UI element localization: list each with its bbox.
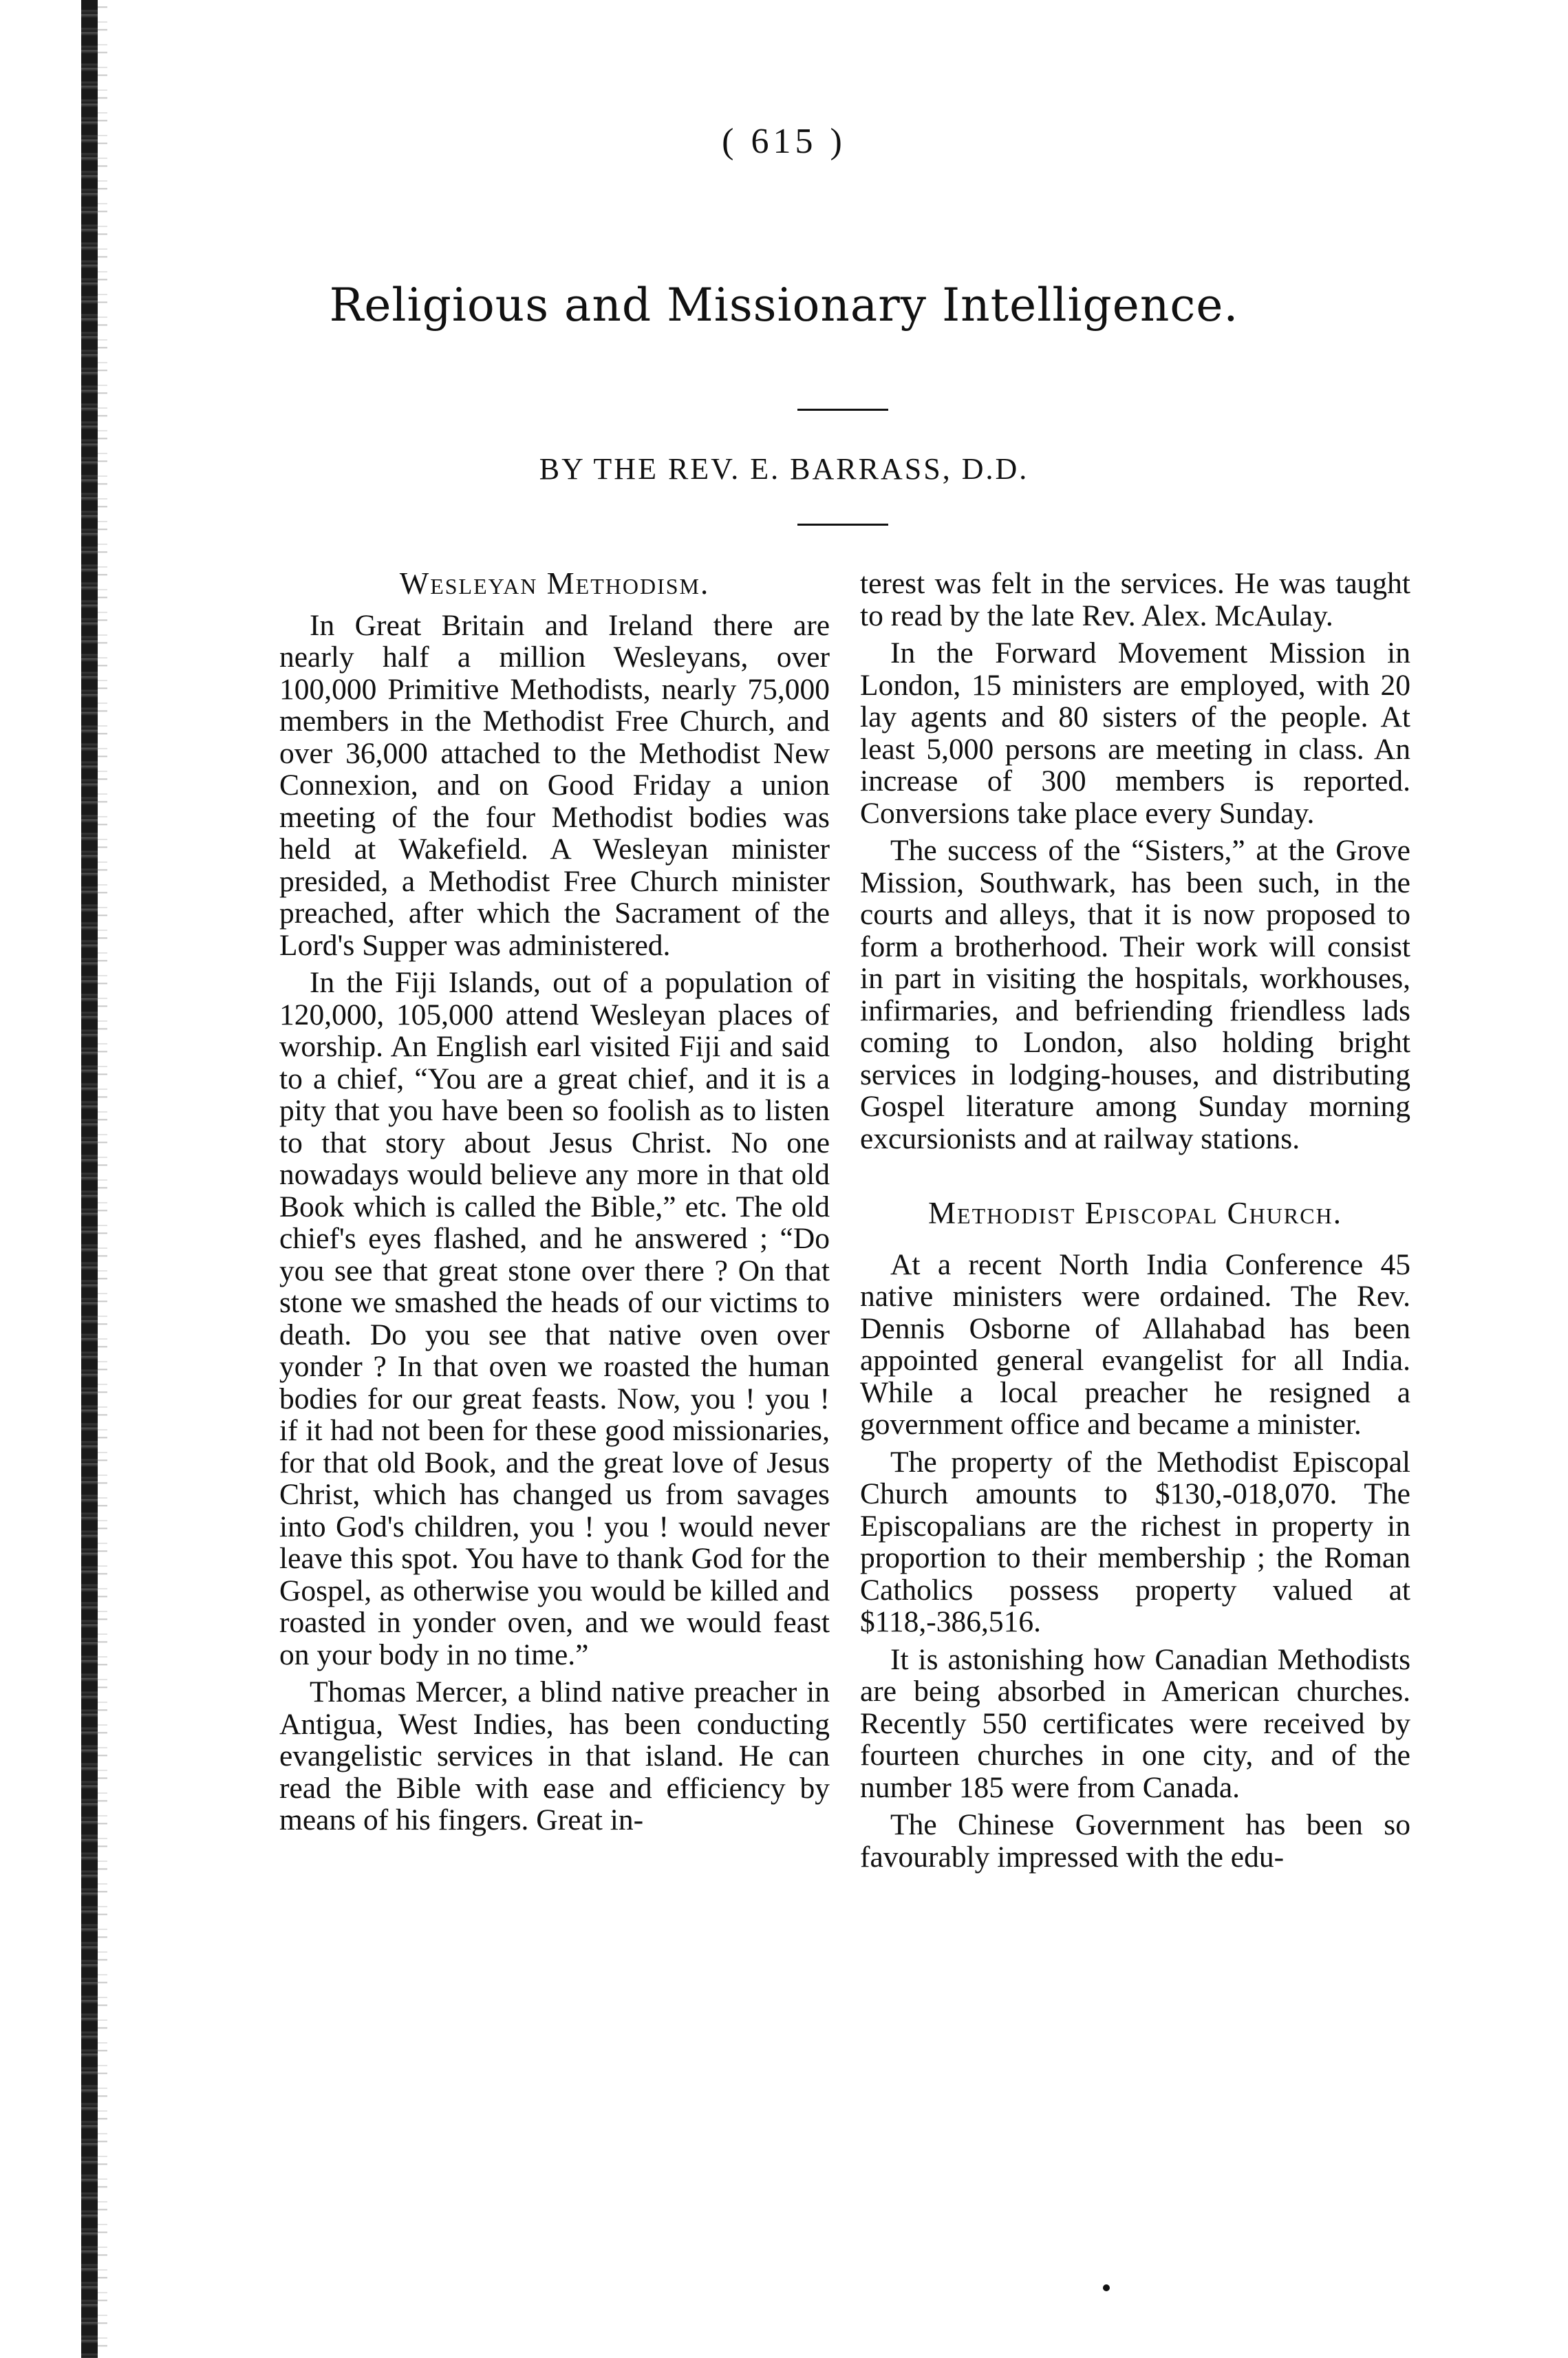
- page-title: Religious and Missionary Intelligence.: [329, 279, 1239, 332]
- title-rule: [797, 409, 888, 411]
- ink-dot: [1103, 2284, 1110, 2291]
- paragraph: The property of the Methodist Episcopal Church amounts to $130,-018,070. The Episcopalians are the richest in property in proportion to their membership ; the Roman Catholics possess property valued at $118,-386,516.: [860, 1445, 1410, 1638]
- byline: BY THE REV. E. BARRASS, D.D.: [539, 452, 1029, 486]
- paragraph-continuation: terest was felt in the services. He was taught to read by the late Rev. Alex. McAulay.: [860, 567, 1410, 632]
- left-column: [279, 568, 830, 1842]
- page-number: ( 615 ): [722, 122, 846, 161]
- section-heading-wesleyan: Wesleyan Methodism.: [399, 566, 710, 601]
- paragraph: Thomas Mercer, a blind native preacher in Antigua, West Indies, has been conducting evangelistic services in that island. He can read the Bible with ease and efficiency by means of his fingers. Great in-: [279, 1675, 830, 1836]
- book-binding-edge: [81, 0, 98, 2358]
- byline-rule: [797, 524, 888, 526]
- paragraph: In the Forward Movement Mission in London, 15 ministers are employed, with 20 lay agents and 80 sisters of the people. At least 5,000 persons are meeting in class. An increase of 300 members is reported. Conversions take place every Sunday.: [860, 636, 1410, 830]
- paragraph: In Great Britain and Ireland there are nearly half a million Wesleyans, over 100,000 Primitive Methodists, nearly 75,000 members in the Methodist Free Church, and over 36,000 attached to the Methodist New Connexion, and on Good Friday a union meeting of the four Methodist bodies was held at Wakefield. A Wesleyan minister presided, a Methodist Free Church minister preached, after which the Sacrament of the Lord's Supper was administered.: [279, 608, 830, 962]
- paragraph: The success of the “Sisters,” at the Grove Mission, Southwark, has been such, in the courts and alleys, that it is now proposed to form a brotherhood. Their work will consist in part in visiting the hospitals, workhouses, infirmaries, and befriending friendless lads coming to London, also holding bright services in lodging-houses, and distributing Gospel literature among Sunday morning excursionists and at railway stations.: [860, 834, 1410, 1155]
- paragraph: It is astonishing how Canadian Methodists are being absorbed in American churches. Recently 550 certificates were received by fourteen churches in one city, and of the number 185 were from Canada.: [860, 1642, 1410, 1804]
- binding-shadow: [98, 0, 107, 2358]
- paragraph: At a recent North India Conference 45 native ministers were ordained. The Rev. Dennis Osborne of Allahabad has been appointed general evangelist for all India. While a local preacher he resigned a government office and became a minister.: [860, 1247, 1410, 1441]
- paragraph: In the Fiji Islands, out of a population of 120,000, 105,000 attend Wesleyan places of worship. An English earl visited Fiji and said to a chief, “You are a great chief, and it is a pity that you have been so foolish as to listen to that story about Jesus Christ. No one nowadays would believe any more in that old Book which is called the Bible,” etc. The old chief's eyes flashed, and he answered ; “Do you see that great stone over there ? On that stone we smashed the heads of our victims to death. Do you see that native oven over yonder ? In that oven we roasted the human bodies for our great feasts. Now, you ! you ! if it had not been for these good missionaries, for that old Book, and the great love of Jesus Christ, which has changed us from savages into God's children, you ! you ! would never leave this spot. You have to thank God for the Gospel, as otherwise you would be killed and roasted in yonder oven, and we would feast on your body in no time.”: [279, 966, 830, 1671]
- paragraph: The Chinese Government has been so favourably impressed with the edu-: [860, 1808, 1410, 1874]
- right-column: [860, 568, 1410, 1878]
- section-heading-episcopal: Methodist Episcopal Church.: [928, 1196, 1342, 1230]
